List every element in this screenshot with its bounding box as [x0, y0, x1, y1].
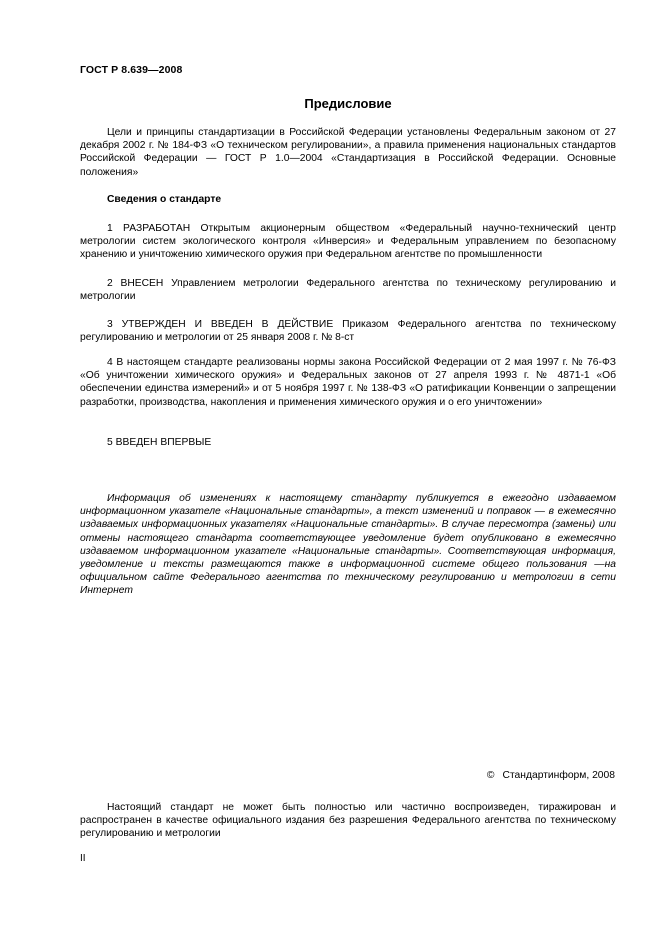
changes-notice-paragraph: Информация об изменениях к настоящему стандарту публикуется в ежегодно издаваемом информационном указателе «Национальные стандарты», а текст изменений и поправок — в ежемесячно издаваемых информационных указателях «Национальные стандарты». В случае пересмотра (замены) или отмены настоящего стандарта соответствующее уведомление будет опубликовано в ежемесячно издаваемом информационном указателе «Национальные стандарты». Соответствующая информация, уведомление и тексты размещаются также в информационной системе общего пользования —на официальном сайте Федерального агентства по техническому регулированию и метрологии в сети Интернет — [80, 493, 616, 597]
standard-info-item-5: 5 ВВЕДЕН ВПЕРВЫЕ — [107, 437, 212, 448]
standard-code: ГОСТ Р 8.639—2008 — [80, 64, 183, 76]
page-number: II — [80, 853, 86, 864]
copyright-icon: © — [486, 770, 495, 781]
standard-info-item-4: 4 В настоящем стандарте реализованы нормы закона Российской Федерации от 2 мая 1997 г. № 76-ФЗ «Об уничтожении химического оружия» и Федеральных законов от 27 апреля 1993 г. № 4871-1 «Об обеспечении единства измерений» и от 5 ноября 1997 г. № 138-ФЗ «О ратификации Конвенции о запрещении разработки, производства, накопления и применения химического оружия и о его уничтожении» — [80, 357, 616, 408]
section-heading: Сведения о стандарте — [107, 194, 222, 205]
reproduction-notice-paragraph: Настоящий стандарт не может быть полностью или частично воспроизведен, тиражирован и распространен в качестве официального издания без разрешения Федерального агентства по техническому регулированию и метрологии — [80, 802, 616, 840]
page-title: Предисловие — [304, 96, 392, 111]
standard-info-item-1: 1 РАЗРАБОТАН Открытым акционерным обществом «Федеральный научно-технический центр метрологии систем экологического контроля «Инверсия» и Федеральным управлением по безопасному хранению и уничтожению химического оружия при Федеральном агентстве по промышленности — [80, 223, 616, 261]
intro-paragraph: Цели и принципы стандартизации в Российской Федерации установлены Федеральным законом от 27 декабря 2002 г. № 184-ФЗ «О техническом регулировании», а правила применения национальных стандартов Российской Федерации — ГОСТ Р 1.0—2004 «Стандартизация в Российской Федерации. Основные положения» — [80, 127, 616, 178]
copyright-text: Стандартинформ, 2008 — [502, 770, 615, 781]
standard-info-item-3: 3 УТВЕРЖДЕН И ВВЕДЕН В ДЕЙСТВИЕ Приказом Федерального агентства по техническому регулированию и метрологии от 25 января 2008 г. № 8-ст — [80, 319, 616, 344]
copyright-line — [487, 770, 615, 781]
standard-info-item-2: 2 ВНЕСЕН Управлением метрологии Федерального агентства по техническому регулированию и метрологии — [80, 278, 616, 303]
